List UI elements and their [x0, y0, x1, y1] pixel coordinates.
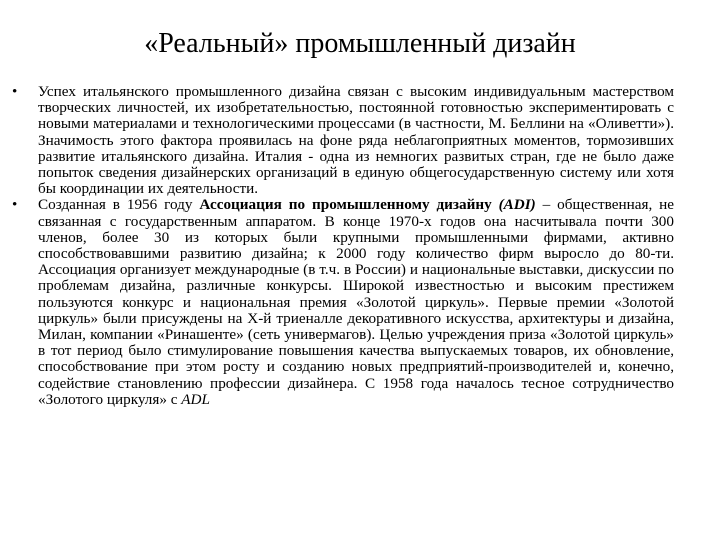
association-name: Ассоциация по промышленному дизайну — [199, 196, 492, 214]
slide-title — [0, 26, 720, 62]
slide-title-text: «Реальный» промышленный дизайн — [144, 28, 576, 59]
bullet-icon: • — [12, 83, 18, 100]
list-item-text: – общественная, не связанная с государственным аппаратом. В конце 1970-х годов она насчитывала почти 300 членов, более 30 из которых были крупными промышленными фирмами, активно способствовавшими развитию дизайна; к 2000 году количество фирм выросло до 80-ти. Ассоциация организует международные (в т.ч. в России) и национальные выставки, дискуссии по проблемам дизайна, различные конкурсы. Широкой известностью и высоким престижем пользуются конкурс и национальная премия «Золотой циркуль». Первые премии «Золотой циркуль» были присуждены на Х-й триеналле декоративного искусства, архитектуры и дизайна, Милан, компании «Ринашенте» (сеть универмагов). Целью учреждения приза «Золотой циркуль» в тот период было стимулирование повышения качества выпускаемых товаров, их обновление, способствование при этом росту и созданию новых предприятий-производителей и, конечно, содействие становлению профессии дизайнера. С 1958 года началось тесное сотрудничество «Золотого циркуля» с — [38, 196, 675, 408]
list-item-tail: ADL — [181, 390, 210, 408]
association-abbreviation: (ADI) — [491, 196, 543, 214]
bullet-list — [12, 84, 674, 408]
list-item-lead: Созданная в 1956 году — [38, 196, 200, 214]
bullet-icon: • — [12, 196, 18, 214]
list-item — [12, 84, 674, 197]
list-item — [12, 197, 674, 408]
list-item-text: Успех итальянского промышленного дизайна связан с высоким индивидуальным мастерством творческих личностей, их изобретательностью, постоянной готовностью экспериментировать с новыми материалами и технологическими процессами (в частности, М. Беллини на «Оливетти»). Значимость этого фактора проявилась на фоне ряда неблагоприятных моментов, тормозивших развитие итальянского дизайна. Италия - одна из немногих развитых стран, где не было даже попыток сведения дизайнерских организаций в единую общегосударственную систему или хотя бы координации их деятельности. — [38, 83, 674, 198]
